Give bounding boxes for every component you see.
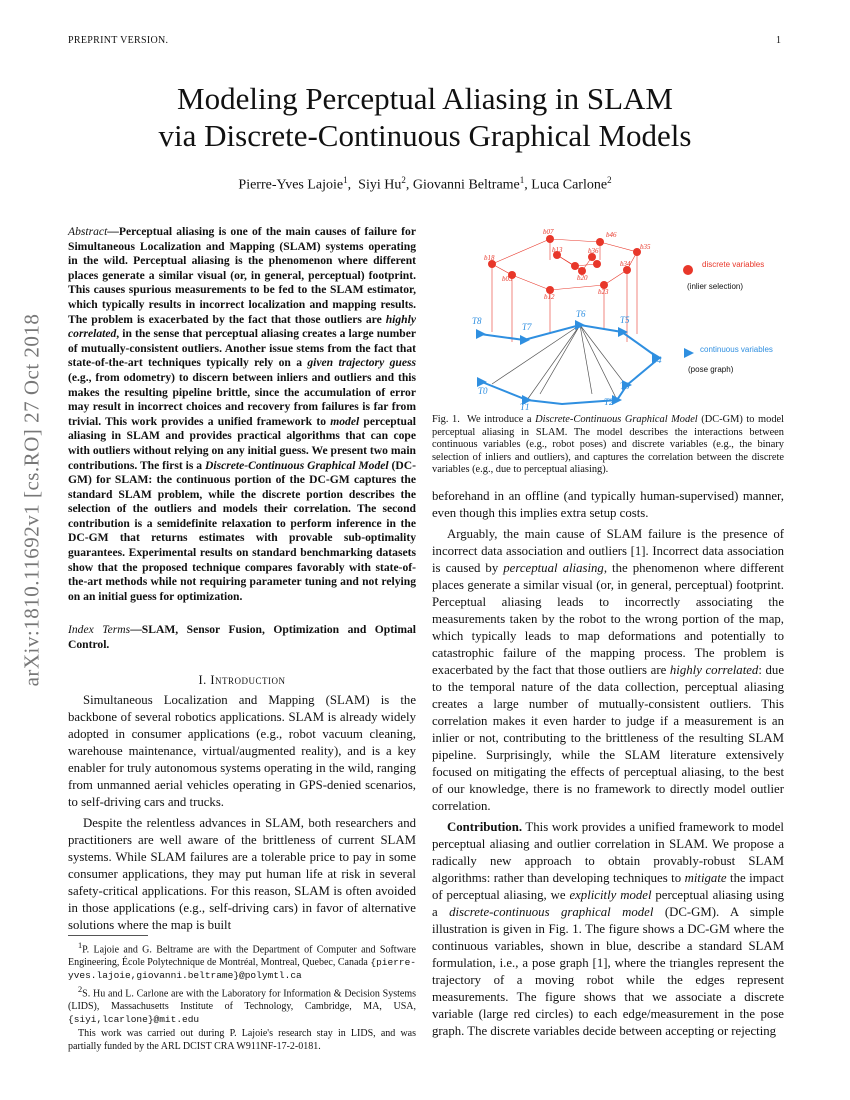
legend [687, 260, 773, 374]
arxiv-id: arXiv:1810.11692v1 [cs.RO] 27 Oct 2018 [19, 313, 44, 687]
trajectory-edges [480, 325, 657, 404]
author: Luca Carlone [531, 177, 608, 193]
abstract-emphasis: given trajectory guess [307, 356, 417, 370]
figure-caption [432, 414, 784, 477]
left-column-body [68, 692, 416, 934]
pose-label: T3 [620, 381, 630, 391]
caption-emphasis: Discrete-Continuous Graphical Model [535, 414, 698, 425]
affiliation-mark: 2 [607, 175, 612, 185]
abstract-text: (DC-GM) for SLAM: the continuous portion of the DC-GM captures the standard SLAM problem, while the discrete portion describes the selection of the outliers and models their correlation. The second contribution is a semidefinite relaxation to perform inference in the DC-GM that returns estimates with provable sub-optimality guarantees. Experimental results on standard benchmarking datasets show that the proposed technique compares favorably with state-of-the-art methods while not requiring parameter tuning and not relying on an initial guess for optimization. [68, 458, 416, 603]
abstract-emphasis: Discrete-Continuous Graphical Model [205, 458, 389, 472]
discrete-label: b07 [543, 228, 554, 236]
abstract-emphasis: model [330, 414, 360, 428]
author: Giovanni Beltrame [412, 177, 520, 193]
pose-label: T7 [522, 322, 532, 332]
index-terms [68, 623, 416, 652]
email: {pierre-yves.lajoie,giovanni.beltrame}@polymtl.ca [68, 956, 416, 981]
abstract-text: perceptual aliasing in SLAM and provides practical algorithms that can cope with outliers without relying on any initial guess. We present two main contributions. The first is a [68, 414, 416, 472]
legend-continuous-title: continuous variables [700, 345, 773, 354]
paragraph-heading: Contribution. [447, 820, 523, 834]
abstract-text: (e.g., from odometry) to discern between inliers and outliers and this makes the resulting pipeline brittle, since the accumulation of error may result in incorrect choices and recovery from failures is far from trivial. This work provides a unified framework to [68, 370, 416, 428]
abstract-emphasis: highly correlated [68, 312, 416, 341]
affiliation-mark: 2 [401, 175, 406, 185]
caption-label: Fig. 1. [432, 414, 460, 425]
footnote-mark: 1 [78, 941, 83, 950]
paragraph: Arguably, the main cause of SLAM failure is the presence of incorrect data association and outliers [1]. Incorrect data association is caused by perceptual aliasing, the phenomenon where different places generate a similar visual (or, in general, perceptual) footprint. Perceptual aliasing leads to incorrectly associating the measurements taken by the robot to the wrong portion of the map, which typically leads to map deformations and potentially to catastrophic failure of the mapping process. The problem is exacerbated by the fact that those outliers are highly correlated: due to the temporal nature of the data collection, perceptual aliasing creates a large number of mutually-consistent outliers. This correlation makes it even harder to judge if a measurement is an inlier or not, contributing to the brittleness of the resulting SLAM pipeline. Surprisingly, while the SLAM literature extensively focused on mitigating the effects of perceptual aliasing, to the best of our knowledge, there is no framework to directly model outlier correlation. [432, 527, 784, 813]
title-line-1: Modeling Perceptual Aliasing in SLAM [177, 81, 673, 116]
discrete-label: b18 [484, 254, 495, 262]
author: Pierre-Yves Lajoie [238, 177, 344, 193]
footnote: This work was carried out during P. Lajoie's research stay in LIDS, and was partially funded by the ARL DCIST CRA W911NF-17-2-0181. [68, 1028, 416, 1052]
footnote [68, 984, 416, 1026]
paragraph: Simultaneous Localization and Mapping (SLAM) is the backbone of several robotics applications. SLAM is already widely adopted in consumer applications (e.g., robot vacuum cleaning, warehouse maintenance, virtual/augmented reality), and is a key enabler for truly autonomous systems operating in the wild, ranging from unmanned aerial vehicles operating in GPS-denied scenarios, to self-driving cars and trucks. [68, 693, 416, 809]
footnote-text: S. Hu and L. Carlone are with the Laboratory for Information & Decision Systems (LIDS), Massachusetts Institute of Technology, Cambridge, MA, USA, [68, 988, 416, 1013]
footnote [68, 940, 416, 982]
discrete-label: b35 [640, 243, 651, 251]
email: {siyi,lcarlone}@mit.edu [68, 1013, 200, 1025]
abstract-text: , in the sense that perceptual aliasing creates a large number of mutually-consistent outliers. Another issue stems from the fact that state-of-the-art techniques typically rely on a [68, 327, 416, 370]
right-column-body [432, 488, 784, 1040]
section-title: Introduction [210, 673, 286, 687]
pose-node [476, 329, 486, 339]
discrete-label: b34 [620, 260, 631, 268]
discrete-label: b46 [606, 231, 617, 239]
abstract-label: Abstract [68, 225, 108, 238]
running-header: PREPRINT VERSION. [68, 35, 169, 46]
section-heading [68, 673, 416, 688]
legend-continuous-marker [684, 348, 694, 358]
pose-label: T2 [604, 397, 614, 407]
arxiv-sidebar [12, 290, 52, 710]
discrete-labels [484, 228, 651, 301]
pose-label: T0 [478, 386, 488, 396]
pose-label: T6 [576, 309, 586, 319]
pose-label: T1 [520, 402, 530, 412]
paragraph: beforehand in an offline (and typically human-supervised) manner, even though this implies extra setup costs. [432, 489, 784, 520]
discrete-label: b36 [588, 247, 599, 255]
footnote-rule [68, 935, 148, 936]
section-number: I. [198, 673, 207, 687]
discrete-label: b13 [552, 246, 563, 254]
legend-discrete-marker [683, 265, 693, 275]
affiliation-mark: 1 [343, 175, 348, 185]
discrete-node [596, 238, 604, 246]
title-line-2: via Discrete-Continuous Graphical Models [158, 118, 692, 153]
abstract [68, 225, 416, 604]
paper-title [0, 80, 850, 154]
discrete-label: b23 [598, 288, 609, 296]
discrete-node [571, 262, 579, 270]
pose-node [575, 320, 585, 330]
pose-label: T4 [652, 355, 662, 365]
discrete-label: b12 [544, 293, 555, 301]
caption-text: We introduce a [466, 414, 536, 425]
footnote-text: P. Lajoie and G. Beltrame are with the Department of Computer and Software Engineering, École Polytechnique de Montréal, Montreal, Quebec, Canada [68, 944, 416, 968]
discrete-label: b20 [577, 274, 588, 282]
index-terms-text: —SLAM, Sensor Fusion, Optimization and Optimal Control. [68, 623, 416, 651]
pose-label: T5 [620, 315, 630, 325]
abstract-text: —Perceptual aliasing is one of the main causes of failure for Simultaneous Localization and Mapping (SLAM) systems operating in the wild. Perceptual aliasing is the phenomenon where different places generate a similar visual (or, in general, perceptual) footprint. This causes spurious measurements to be fed to the SLAM estimator, which typically results in incorrect localization and mapping results. The problem is exacerbated by the fact that those outliers are [68, 225, 416, 326]
dc-gm-diagram [432, 222, 784, 412]
legend-discrete-subtitle: (inlier selection) [687, 282, 744, 291]
index-terms-label: Index Terms [68, 623, 131, 636]
paragraph: Contribution. This work provides a unified framework to model perceptual aliasing and outlier correlation in SLAM. We propose a radically new approach to obtain provably-robust SLAM algorithms: rather than developing techniques to mitigate the impact of perceptual aliasing, we explicitly model perceptual aliasing using a discrete-continuous graphical model (DC-GM). A simple illustration is given in Fig. 1. The figure shows a DC-GM where the continuous variables, shown in blue, describe a standard SLAM formulation, i.e., a pose graph [1], where the triangles represent the trajectory of a moving robot while the edges represent measurements. The figure shows that we associate a discrete variable (large red circles) to each edge/measurement in the pose graph. The discrete variables decide between accepting or rejecting [432, 820, 784, 1038]
footnotes [68, 935, 416, 1053]
affiliation-mark: 1 [519, 175, 525, 185]
caption-text: (DC-GM) to model perceptual aliasing in SLAM. The model describes the interactions between continuous variables (e.g., robot poses) and discrete variables (e.g., the binary selection of inliers and outliers), and captures the correlation between the discrete variables (e.g., due to perceptual aliasing). [432, 414, 785, 476]
paragraph: Despite the relentless advances in SLAM, both researchers and practitioners are well aware of the brittleness of current SLAM systems. While SLAM failures are a tolerable price to pay in some consumer applications, they may put human life at risk in several safety-critical applications. For this reason, SLAM is often avoided in those applications (e.g., self-driving cars) in favor of alternative solutions where the map is built [68, 816, 416, 932]
page-number: 1 [776, 35, 782, 46]
legend-discrete-title: discrete variables [702, 260, 765, 269]
author: Siyi Hu [358, 177, 402, 193]
footnote-mark: 2 [78, 985, 83, 995]
discrete-label: b03 [502, 275, 513, 283]
discrete-node [593, 260, 601, 268]
pose-labels [472, 309, 662, 412]
figure-1 [432, 222, 784, 412]
legend-continuous-subtitle: (pose graph) [688, 365, 734, 374]
pose-node [520, 335, 530, 345]
discrete-node [546, 235, 554, 243]
author-list: Pierre-Yves Lajoie$^1$, Siyi Hu$^2$, Giovanni Beltrame$^1$, Luca Carlone$^2$ [238, 175, 612, 193]
pose-label: T8 [472, 316, 482, 326]
discrete-edges [492, 239, 637, 342]
